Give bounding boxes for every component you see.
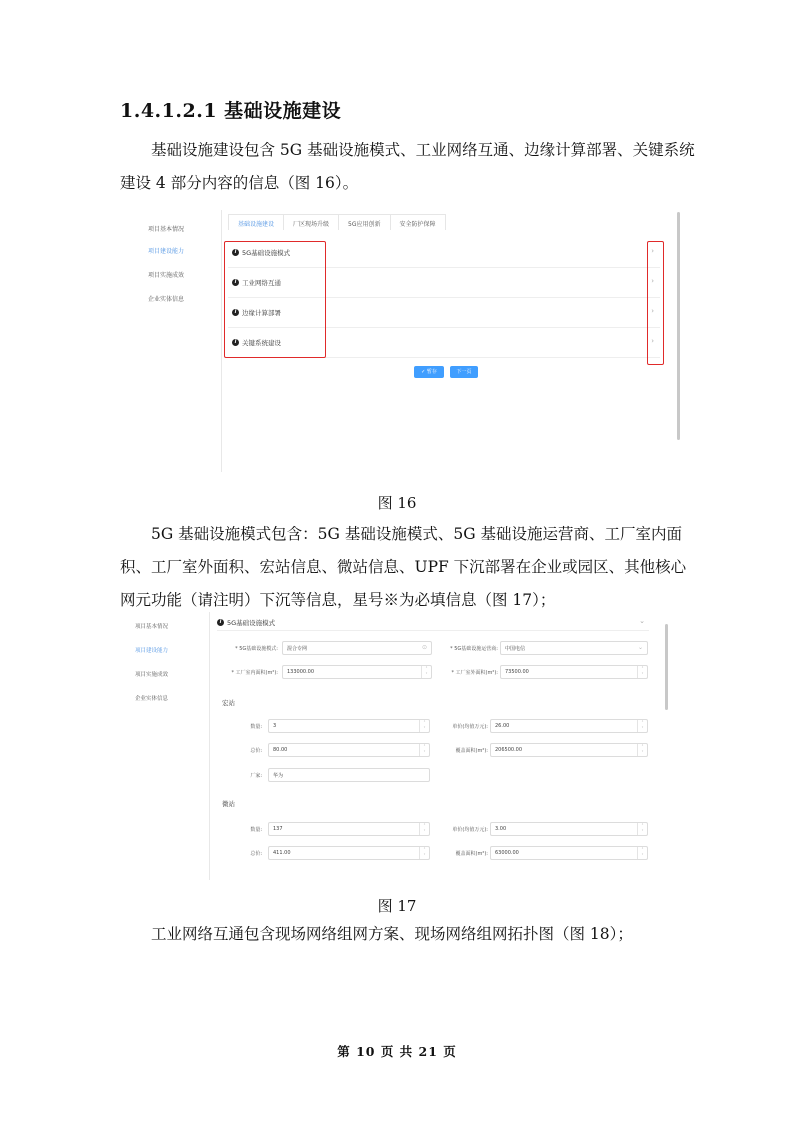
paragraph-network-text: 工业网络互通包含现场网络组网方案、现场网络组网拓扑图（图 18）； <box>151 925 633 943</box>
spin-up-icon[interactable]: ˄ <box>423 823 426 828</box>
spin-up-icon[interactable]: ˄ <box>641 666 644 671</box>
stepper-icon[interactable] <box>637 720 647 732</box>
macro-unit-price-label: 单价(均值万元): <box>452 724 488 730</box>
list-item-label: 关键系统建设 <box>242 339 281 347</box>
macro-coverage-value: 206500.00 <box>495 747 523 753</box>
paragraph-intro-text: 基础设施建设包含 5G 基础设施模式、工业网络互通、边缘计算部署、关键系统建设 4 部分内容的信息（图 16）。 <box>120 141 695 192</box>
chevron-down-icon[interactable]: ⌄ <box>637 644 643 651</box>
list-item-label: 边缘计算部署 <box>242 309 281 317</box>
next-page-button[interactable]: 下一页 <box>450 366 478 378</box>
stepper-icon[interactable] <box>637 847 647 859</box>
figure-17-caption: 图 17 <box>377 897 417 915</box>
section-title: 5G基础设施模式 <box>227 619 276 627</box>
page-footer: 第 10 页 共 21 页 <box>337 1044 457 1059</box>
mode-label: * 5G基础设施模式: <box>235 646 278 652</box>
section-heading: 1.4.1.2.1 基础设施建设 <box>120 100 342 122</box>
micro-count-input[interactable] <box>268 822 430 836</box>
macro-vendor-value: 华为 <box>273 773 284 779</box>
spin-down-icon[interactable]: ˅ <box>641 750 644 755</box>
micro-station-title: 微站 <box>222 800 235 808</box>
stepper-icon[interactable] <box>419 744 429 756</box>
mode-value: 混合专网 <box>287 646 308 652</box>
outdoor-area-input[interactable] <box>500 665 648 679</box>
spin-down-icon[interactable]: ˅ <box>641 853 644 858</box>
info-icon: i <box>232 309 239 316</box>
chevron-right-icon[interactable]: › <box>651 307 654 315</box>
stepper-icon[interactable] <box>419 720 429 732</box>
micro-count-label: 数量: <box>250 827 262 833</box>
highlight-box-labels <box>224 241 326 358</box>
sidebar-item-basic[interactable]: 项目基本情况 <box>135 624 169 630</box>
macro-unit-price-value: 26.00 <box>495 723 510 729</box>
sidebar-item-entity[interactable]: 企业实体信息 <box>148 296 185 303</box>
spin-up-icon[interactable]: ˄ <box>641 823 644 828</box>
highlight-box-chevrons <box>647 241 664 365</box>
info-icon: i <box>232 279 239 286</box>
operator-select[interactable] <box>500 641 648 655</box>
macro-coverage-label: 覆盖面积(m²): <box>455 748 488 754</box>
micro-unit-price-value: 3.00 <box>495 826 507 832</box>
paragraph-5g-mode-text: 5G 基础设施模式包含：5G 基础设施模式、5G 基础设施运营商、工厂室内面积、工厂室外面积、宏站信息、微站信息、UPF 下沉部署在企业或园区、其他核心网元功能（请注明）下沉等信息，星号※为必填信息（图 17）； <box>120 525 687 609</box>
sidebar-item-results[interactable]: 项目实施成效 <box>148 272 185 279</box>
scrollbar[interactable] <box>665 624 668 710</box>
info-icon: i <box>232 249 239 256</box>
tab-5g-innovation[interactable]: 5G应用创新 <box>338 214 390 230</box>
list-item-label: 5G基础设施模式 <box>242 249 291 257</box>
indoor-area-input[interactable] <box>282 665 432 679</box>
sidebar-item-results[interactable]: 项目实施成效 <box>135 672 169 678</box>
operator-value: 中国电信 <box>505 646 526 652</box>
sidebar-item-basic[interactable]: 项目基本情况 <box>148 226 185 233</box>
stepper-icon[interactable] <box>419 847 429 859</box>
sidebar-nav <box>120 210 222 472</box>
macro-count-label: 数量: <box>250 724 262 730</box>
spin-down-icon[interactable]: ˅ <box>641 829 644 834</box>
chevron-right-icon[interactable]: › <box>651 247 654 255</box>
micro-coverage-label: 覆盖面积(m²): <box>455 851 488 857</box>
chevron-down-icon[interactable]: ⌄ <box>639 617 645 625</box>
macro-vendor-input[interactable] <box>268 768 430 782</box>
list-item-label: 工业网络互通 <box>242 279 281 287</box>
info-icon: i <box>232 339 239 346</box>
outdoor-area-label: * 工厂室外面积(m²): <box>451 670 498 676</box>
macro-unit-price-input[interactable] <box>490 719 648 733</box>
info-icon: i <box>217 619 224 626</box>
section-header[interactable] <box>217 617 649 631</box>
indoor-area-label: * 工厂室内面积(m²): <box>231 670 278 676</box>
micro-unit-price-label: 单价(均值万元): <box>452 827 488 833</box>
scrollbar[interactable] <box>677 212 680 440</box>
tab-infrastructure[interactable]: 基础设施建设 <box>228 214 284 230</box>
spin-down-icon[interactable]: ˅ <box>423 853 426 858</box>
micro-coverage-value: 63000.00 <box>495 850 519 856</box>
spin-up-icon[interactable]: ˄ <box>423 744 426 749</box>
macro-coverage-input[interactable] <box>490 743 648 757</box>
paragraph-intro <box>120 134 700 200</box>
micro-total-label: 总价: <box>250 851 262 857</box>
micro-unit-price-input[interactable] <box>490 822 648 836</box>
spin-up-icon[interactable]: ˄ <box>423 720 426 725</box>
spin-up-icon[interactable]: ˄ <box>423 847 426 852</box>
spin-down-icon[interactable]: ˅ <box>423 829 426 834</box>
spin-down-icon[interactable]: ˅ <box>423 726 426 731</box>
spin-up-icon[interactable]: ˄ <box>641 720 644 725</box>
figure-17 <box>120 612 674 880</box>
macro-vendor-label: 厂家: <box>250 773 262 779</box>
spin-down-icon[interactable]: ˅ <box>641 726 644 731</box>
figure-16 <box>120 210 686 472</box>
sidebar-nav <box>120 612 210 880</box>
spin-down-icon[interactable]: ˅ <box>423 750 426 755</box>
stepper-icon[interactable] <box>637 823 647 835</box>
spin-up-icon[interactable]: ˄ <box>641 744 644 749</box>
outdoor-area-value: 73500.00 <box>505 669 529 675</box>
macro-station-title: 宏站 <box>222 699 235 707</box>
spin-up-icon[interactable]: ˄ <box>425 666 428 671</box>
mode-select[interactable] <box>282 641 432 655</box>
micro-total-value: 411.00 <box>273 850 291 856</box>
sidebar-item-entity[interactable]: 企业实体信息 <box>135 696 169 702</box>
chevron-right-icon[interactable]: › <box>651 277 654 285</box>
macro-total-input[interactable] <box>268 743 430 757</box>
stepper-icon[interactable] <box>419 823 429 835</box>
sidebar-item-capability[interactable]: 项目建设能力 <box>135 648 169 654</box>
tab-bar <box>228 214 445 230</box>
operator-label: * 5G基础设施运营商: <box>450 646 498 652</box>
tab-site-upgrade[interactable]: 厂区现场升级 <box>283 214 339 230</box>
stepper-icon[interactable] <box>421 666 431 678</box>
clear-icon[interactable]: ⊙ <box>421 644 427 651</box>
macro-total-value: 80.00 <box>273 747 288 753</box>
macro-count-input[interactable] <box>268 719 430 733</box>
spin-down-icon[interactable]: ˅ <box>425 672 428 677</box>
tab-security[interactable]: 安全防护保障 <box>390 214 446 230</box>
indoor-area-value: 133000.00 <box>287 669 315 675</box>
chevron-right-icon[interactable]: › <box>651 337 654 345</box>
stepper-icon[interactable] <box>637 744 647 756</box>
macro-count-value: 3 <box>273 723 277 729</box>
paragraph-network <box>120 918 700 951</box>
micro-coverage-input[interactable] <box>490 846 648 860</box>
macro-total-label: 总价: <box>250 748 262 754</box>
save-button[interactable]: ✓ 暂存 <box>414 366 444 378</box>
micro-count-value: 137 <box>273 826 283 832</box>
paragraph-5g-mode <box>120 518 700 617</box>
spin-down-icon[interactable]: ˅ <box>641 672 644 677</box>
sidebar-item-capability[interactable]: 项目建设能力 <box>148 248 185 255</box>
micro-total-input[interactable] <box>268 846 430 860</box>
spin-up-icon[interactable]: ˄ <box>641 847 644 852</box>
stepper-icon[interactable] <box>637 666 647 678</box>
figure-16-caption: 图 16 <box>377 494 417 512</box>
